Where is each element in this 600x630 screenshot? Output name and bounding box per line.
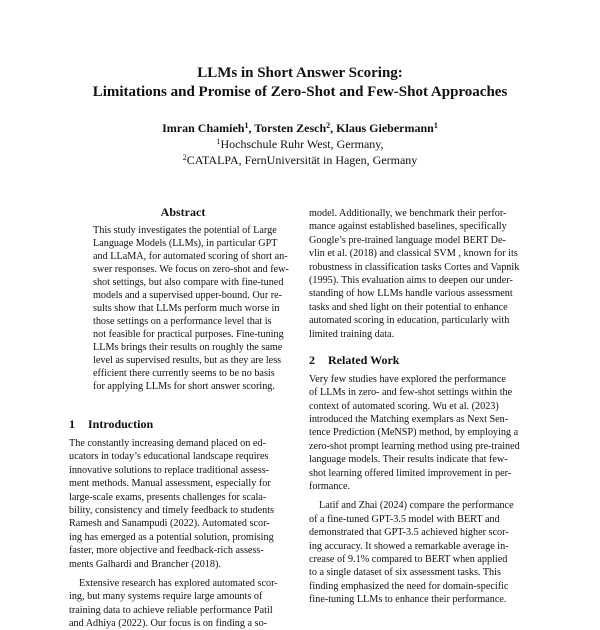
text-line: bility, consistency and timely feedback to students — [69, 504, 275, 516]
author-separator: , — [248, 121, 255, 135]
text-line: and Adhiya (2022). Our focus is on finding a so- — [69, 618, 268, 630]
text-line: formance. — [309, 481, 351, 493]
author-affiliation-mark: 1 — [244, 121, 249, 130]
author-separator: , — [330, 121, 337, 135]
affiliation — [0, 152, 600, 168]
text-line: ment methods. Manual assessment, especially for — [69, 478, 271, 490]
abstract-line: level as supervised results, but as they are less — [93, 355, 282, 366]
abstract-line: swer responses. We focus on zero-shot and few- — [93, 264, 289, 275]
author-affiliation-mark: 1 — [433, 121, 438, 130]
text-line: demonstrated that GPT-3.5 achieved higher scor- — [309, 527, 509, 539]
affiliation-text: CATALPA, FernUniversität in Hagen, Germany — [186, 153, 418, 167]
text-line: Very few studies have explored the performance — [309, 373, 506, 385]
text-line: fine-tuning LLMs to enhance their performance. — [309, 594, 507, 606]
text-line: of a fine-tuned GPT-3.5 model with BERT and — [309, 513, 500, 525]
section-number: 2 — [309, 352, 315, 367]
text-line: mance against established baselines, specifically — [309, 221, 507, 233]
section-number: 1 — [69, 417, 75, 431]
text-line: innovative solutions to replace traditional assess- — [69, 464, 270, 476]
introduction-paragraph-1 — [69, 437, 301, 571]
abstract-line: LLMs brings their results on roughly the same — [93, 342, 283, 353]
related-work-paragraph-1 — [309, 373, 541, 494]
right-column — [309, 207, 541, 607]
author-affiliation-mark: 2 — [326, 121, 331, 130]
author-list — [0, 120, 600, 136]
text-line: zero-shot prompt learning method using pre-trained — [309, 440, 520, 452]
section-heading-introduction — [69, 417, 301, 431]
title-line: Limitations and Promise of Zero-Shot and Few-Shot Approaches — [92, 84, 508, 100]
text-line: ing accuracy. It showed a remarkable average in- — [309, 540, 509, 552]
section-heading-related-work — [309, 353, 541, 367]
text-line: context of automated scoring. Wu et al. (2023) — [309, 400, 499, 412]
text-line: ments Galhardi and Brancher (2018). — [69, 558, 221, 570]
introduction-continued — [309, 207, 541, 341]
affiliation-text: Hochschule Ruhr West, Germany, — [220, 137, 384, 151]
affiliation — [0, 136, 600, 152]
text-line: ucators in today’s educational landscape requires — [69, 451, 269, 463]
text-line: training data to achieve reliable performance Patil — [69, 604, 273, 616]
abstract-body — [93, 224, 289, 393]
abstract-line: and LLaMA, for automated scoring of short an- — [93, 251, 288, 262]
section-title: Introduction — [88, 417, 154, 431]
text-line: of LLMs in zero- and few-shot settings within the — [309, 387, 513, 399]
author-name: Imran Chamieh — [162, 121, 245, 135]
title-line: LLMs in Short Answer Scoring: — [197, 65, 403, 81]
text-line: ing has emerged as a potential solution, promising — [69, 531, 274, 543]
section-title: Related Work — [328, 352, 400, 367]
abstract-line: Language Models (LLMs), in particular GPT — [93, 238, 278, 249]
text-line: large-scale exams, presents challenges for scala- — [69, 491, 267, 503]
abstract-line: not feasible for practical purposes. Fine-tuning — [93, 329, 284, 340]
affiliation-mark: 1 — [216, 137, 221, 146]
abstract-line: This study investigates the potential of Large — [93, 225, 277, 236]
text-line: standing of how LLMs handle various assessment — [309, 288, 513, 300]
text-line: robustness in classification tasks Cortes and Vapnik — [309, 261, 520, 273]
abstract-line: sults show that LLMs perform much worse in — [93, 303, 280, 314]
text-line: crease of 9.1% compared to BERT when applied — [309, 553, 508, 565]
text-line: language models. Their results indicate that few- — [309, 454, 508, 466]
author-block — [0, 120, 600, 168]
text-line: finding emphasized the need for domain-specific — [309, 580, 509, 592]
text-line: shot learning offered limited improvement in per- — [309, 467, 512, 479]
text-line: Extensive research has explored automated scor- — [79, 577, 278, 589]
text-line: The constantly increasing demand placed on ed- — [69, 438, 266, 449]
author-name: Klaus Giebermann — [336, 121, 434, 135]
text-line: limited training data. — [309, 328, 395, 340]
abstract-line: models and a supervised upper-bound. Our re- — [93, 290, 283, 301]
text-line: (1995). This evaluation aims to deepen our under- — [309, 274, 513, 286]
text-line: ing, but many systems require large amounts of — [69, 591, 263, 603]
affiliation-mark: 2 — [182, 153, 187, 162]
text-line: introduced the Matching exemplars as Next Sen- — [309, 414, 509, 426]
abstract-line: for applying LLMs for short answer scoring. — [93, 381, 275, 392]
abstract-line: shot settings, but also compare with fine-tuned — [93, 277, 284, 288]
left-column — [69, 417, 301, 630]
text-line: automated scoring in education, particularly with — [309, 315, 510, 327]
related-work-paragraph-2 — [309, 499, 541, 606]
text-line: Ramesh and Sanampudi (2022). Automated scor- — [69, 518, 270, 530]
paper-title — [0, 64, 600, 102]
abstract-heading: Abstract — [160, 205, 206, 219]
abstract-line: those settings on a performance level that is — [93, 316, 272, 327]
text-line: model. Additionally, we benchmark their perfor- — [309, 208, 507, 219]
introduction-paragraph-2 — [69, 577, 301, 630]
text-line: tasks and shed light on their potential to enhance — [309, 301, 508, 313]
text-line: faster, more objective and feedback-rich assess- — [69, 545, 264, 557]
author-name: Torsten Zesch — [254, 121, 327, 135]
text-line: Google’s pre-trained language model BERT De- — [309, 234, 506, 246]
abstract-line: efficient there currently seems to be no basis — [93, 368, 275, 379]
text-line: Latif and Zhai (2024) compare the performance — [319, 500, 514, 512]
text-line: tence Prediction (MeNSP) method, by employing a — [309, 427, 519, 439]
text-line: to a single dataset of six assessment tasks. This — [309, 567, 501, 579]
text-line: vlin et al. (2018) and classical SVM , known for its — [309, 248, 518, 260]
